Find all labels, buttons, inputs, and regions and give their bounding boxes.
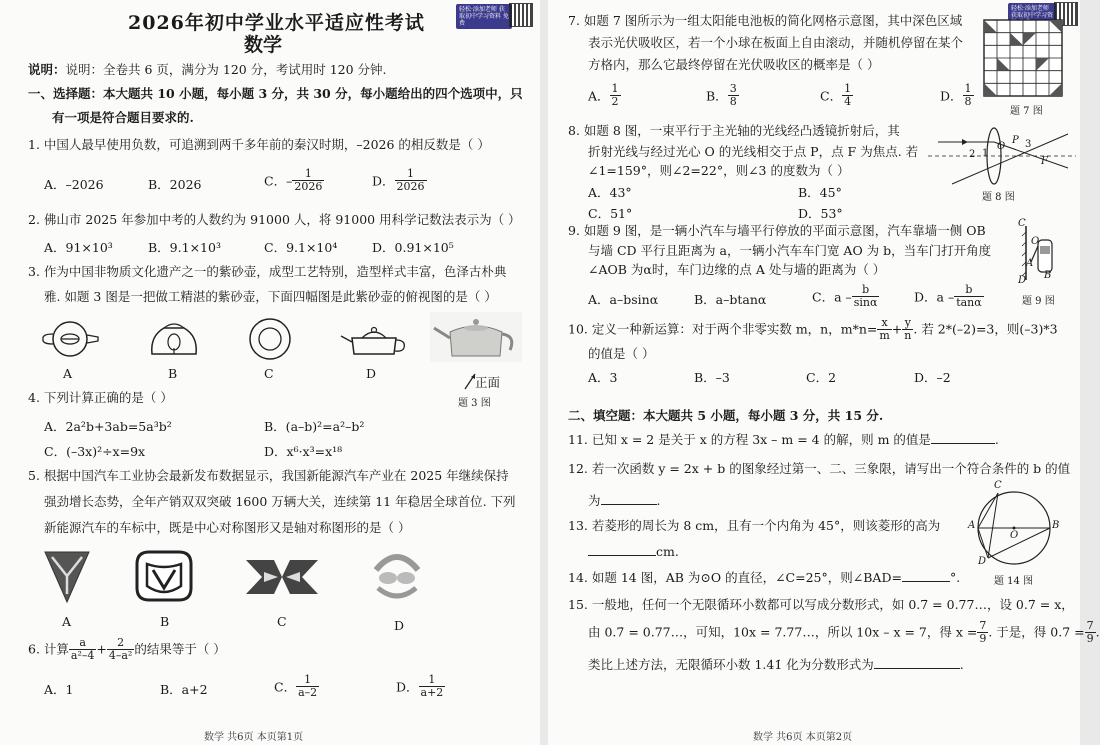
teapot-photo <box>430 312 522 362</box>
lens-label-p: P <box>1012 135 1019 146</box>
q7-option-d: D． $\frac{1}{8}$ <box>940 82 972 108</box>
question-6: 6. 计算 $\frac{a}{\text{a²–4}}$ + $\frac{2}{\text{4–a²}}$ 的结果等于（ ） <box>28 636 226 662</box>
question-13-cont: cm. <box>588 544 679 560</box>
question-15: 15. 一般地，任何一个无限循环小数都可以写成分数形式，如 0.7̇ = 0.77…，设 0.7̇ = x， <box>568 597 1074 612</box>
q7-option-c: C． $\frac{1}{4}$ <box>820 82 852 108</box>
lens-diagram <box>928 122 1076 188</box>
question-5-cont2: 新能源汽车的车标中，既是中心对称图形又是轴对称图形的是（ ） <box>44 520 411 535</box>
teapot-top-view-c <box>246 316 294 362</box>
q10-option-a: A．3 <box>588 370 618 385</box>
q4-option-c: C．(–3x)²÷x=9x <box>44 444 146 459</box>
question-5: 5. 根据中国汽车工业协会最新发布数据显示，我国新能源汽车产业在 2025 年继续保持 <box>28 468 509 483</box>
lens-label-2: 2 <box>969 149 976 160</box>
q14-figure-caption: 题 14 图 <box>994 576 1034 587</box>
circle-label-o: O <box>1010 530 1019 541</box>
q3-figure-caption: 题 3 图 <box>458 398 491 409</box>
car-label-b: B <box>1044 270 1052 281</box>
question-3: 3. 作为中国非物质文化遗产之一的紫砂壶，成型工艺特别，造型样式丰富，色泽古朴典 <box>28 264 507 279</box>
exam-title: 2026年初中学业水平适应性考试 <box>128 12 425 34</box>
q2-option-b: B．9.1×10³ <box>148 240 221 255</box>
section-1-heading-cont: 有一项是符合题目要求的. <box>52 110 194 125</box>
q8-option-c: C．51° <box>588 206 633 221</box>
section-1-heading: 一、选择题：本大题共 10 小题，每小题 3 分，共 30 分，每小题给出的四个选项中，只 <box>28 86 523 101</box>
promo-badge: 轻松·添加老师 获取初中学习资料 免费 <box>456 4 512 29</box>
q4-option-d: D．x⁶·x³=x¹⁸ <box>264 444 343 459</box>
circle-label-a: A <box>968 520 976 531</box>
q10-option-d: D．–2 <box>914 370 951 385</box>
q8-figure-caption: 题 8 图 <box>982 192 1015 203</box>
question-1: 1. 中国人最早使用负数，可追溯到两千多年前的秦汉时期，–2026 的相反数是（ ） <box>28 137 490 152</box>
q1-option-d: D． $\frac{1}{2026}$ <box>372 167 425 193</box>
q7-option-b: B． $\frac{3}{8}$ <box>706 82 737 108</box>
q1-option-b: B．2026 <box>148 177 202 192</box>
q7-figure-caption: 题 7 图 <box>1010 106 1043 117</box>
question-14: 14. 如题 14 图，AB 为⊙O 的直径，∠C=25°，则∠BAD= °. <box>568 570 961 585</box>
q10-option-b: B．–3 <box>694 370 730 385</box>
question-5-cont: 强劲增长态势，全年产销双双突破 1600 万辆大关，连续第 11 年稳居全球首位. 下列 <box>44 494 516 509</box>
q3-label-a: A <box>63 366 73 381</box>
q9-option-c: C．a – $\frac{b}{\sin\alpha}$ <box>812 283 878 309</box>
question-7-cont: 表示光伏吸收区，若一个小球在板面上自由滚动，并随机停留在某个 <box>588 35 964 50</box>
q5-label-c: C <box>277 614 287 629</box>
question-4: 4. 下列计算正确的是（ ） <box>28 390 173 405</box>
exam-instructions: 说明：说明：全卷共 6 页，满分为 120 分，考试用时 120 分钟. <box>28 62 387 77</box>
q6-option-d: D． $\frac{1}{a+2}$ <box>396 673 444 699</box>
q9-option-b: B．a–btanα <box>694 292 767 307</box>
page-footer: 数学 共6页 本页第1页 <box>204 732 304 743</box>
q2-option-c: C．9.1×10⁴ <box>264 240 338 255</box>
q1-option-c: C．– $\frac{1}{2026}$ <box>264 167 323 193</box>
q1-option-a: A．–2026 <box>44 177 104 192</box>
circle-label-c: C <box>994 480 1002 491</box>
circle-label-b: B <box>1052 520 1060 531</box>
page-footer: 数学 共6页 本页第2页 <box>753 732 853 743</box>
car-label-c: C <box>1018 218 1026 229</box>
subject-title: 数学 <box>244 34 283 56</box>
solar-grid-figure <box>982 18 1066 98</box>
qr-code-icon <box>509 3 533 27</box>
teapot-top-view-b <box>146 318 202 360</box>
exam-page-2 <box>548 0 1100 745</box>
question-10: 10. 定义一种新运算：对于两个非零实数 m，n，m*n= $\frac{x}{m}$ + $\frac{y}{n}$ . 若 2*(–2)=3，则(–3)*3 <box>568 316 1058 342</box>
q3-label-c: C <box>264 366 274 381</box>
lens-label-3: 3 <box>1025 139 1032 150</box>
teapot-top-view-d <box>338 318 410 360</box>
question-8-cont: 折射光线与经过光心 O 的光线相交于点 P，点 F 为焦点. 若 <box>588 144 919 159</box>
teapot-top-view-a <box>40 318 100 360</box>
q10-option-c: C．2 <box>806 370 837 385</box>
section-2-heading: 二、填空题：本大题共 5 小题，每小题 3 分，共 15 分. <box>568 408 884 423</box>
q6-option-a: A．1 <box>44 682 74 697</box>
question-8: 8. 如题 8 图，一束平行于主光轴的光线经凸透镜折射后，其 <box>568 123 900 138</box>
q3-front-label: 正面 <box>475 375 501 390</box>
promo-badge: 轻松·添加老师 获取初中学习资 <box>1008 3 1056 28</box>
q8-option-a: A．43° <box>588 185 632 200</box>
circle-label-d: D <box>978 556 987 567</box>
car-label-a: A <box>1026 258 1034 269</box>
q8-option-b: B．45° <box>798 185 842 200</box>
question-12: 12. 若一次函数 y = 2x + b 的图象经过第一、二、三象限，请写出一个符合条件的 b 的值 <box>568 461 1071 476</box>
question-8-cont2: ∠1=159°，则∠2=22°，则∠3 的度数为（ ） <box>588 163 850 178</box>
q9-option-d: D．a – $\frac{b}{\tan\alpha}$ <box>914 283 982 309</box>
q6-option-c: C． $\frac{1}{a-2}$ <box>274 673 318 699</box>
question-7: 7. 如题 7 图所示为一组太阳能电池板的简化网格示意图，其中深色区域 <box>568 13 963 28</box>
q2-option-a: A．91×10³ <box>44 240 113 255</box>
question-10-cont: 的值是（ ） <box>588 346 655 361</box>
question-13: 13. 若菱形的周长为 8 cm，且有一个内角为 45°，则该菱形的高为 <box>568 518 941 533</box>
q2-option-d: D．0.91×10⁵ <box>372 240 454 255</box>
exam-page-1 <box>0 0 540 745</box>
q5-label-a: A <box>62 614 72 629</box>
question-7-cont2: 方格内，那么它最终停留在光伏吸收区的概率是（ ） <box>588 57 880 72</box>
question-9-cont: 与墙 CD 平行且距离为 a，一辆小汽车车门宽 AO 为 b，当车门打开角度 <box>588 243 992 258</box>
question-2: 2. 佛山市 2025 年参加中考的人数约为 91000 人，将 91000 用科学记数法表示为（ ） <box>28 212 521 227</box>
q4-option-b: B．(a–b)²=a²–b² <box>264 419 365 434</box>
q5-label-d: D <box>394 618 405 633</box>
q6-option-b: B．a+2 <box>160 682 208 697</box>
q7-option-a: A． $\frac{1}{2}$ <box>588 82 619 108</box>
question-15-cont2: 类比上述方法，无限循环小数 1.4̇1̇ 化为分数形式为 . <box>588 657 964 672</box>
question-3-cont: 雅. 如题 3 图是一把做工精湛的紫砂壶，下面四幅图是此紫砂壶的俯视图的是（ ） <box>44 289 497 304</box>
q3-label-b: B <box>168 366 178 381</box>
q9-figure-caption: 题 9 图 <box>1022 296 1055 307</box>
car-label-d: D <box>1018 275 1027 286</box>
circle-diagram <box>974 488 1058 570</box>
q8-option-d: D．53° <box>798 206 843 221</box>
q3-label-d: D <box>366 366 377 381</box>
lens-label-1: 1 <box>982 148 989 159</box>
question-9-cont2: ∠AOB 为α时，车门边缘的点 A 处与墙的距离为（ ） <box>588 262 886 277</box>
car-logo-b <box>135 548 193 604</box>
question-11: 11. 已知 x = 2 是关于 x 的方程 3x – m = 4 的解，则 m 的值是 . <box>568 432 999 447</box>
car-logo-d <box>370 548 424 604</box>
q5-label-b: B <box>160 614 170 629</box>
question-12-cont: 为 . <box>588 493 661 508</box>
lens-label-o: O <box>997 141 1006 152</box>
question-15-cont: 由 0.7̇ = 0.77…，可知，10x = 7.77…，所以 10x – x = 7，得 x = $\frac{7}{9}$ . 于是，得 0.7̇ = $\frac{7}{9}$ . <box>588 619 1100 645</box>
lens-label-f: F <box>1041 156 1048 167</box>
q9-option-a: A．a–bsinα <box>588 292 659 307</box>
car-label-o: O <box>1031 236 1040 247</box>
question-9: 9. 如题 9 图，是一辆小汽车与墙平行停放的平面示意图，汽车靠墙一侧 OB <box>568 223 986 238</box>
q4-option-a: A．2a²b+3ab=5a³b² <box>44 419 172 434</box>
car-logo-c <box>244 556 320 598</box>
car-logo-a <box>42 548 92 604</box>
